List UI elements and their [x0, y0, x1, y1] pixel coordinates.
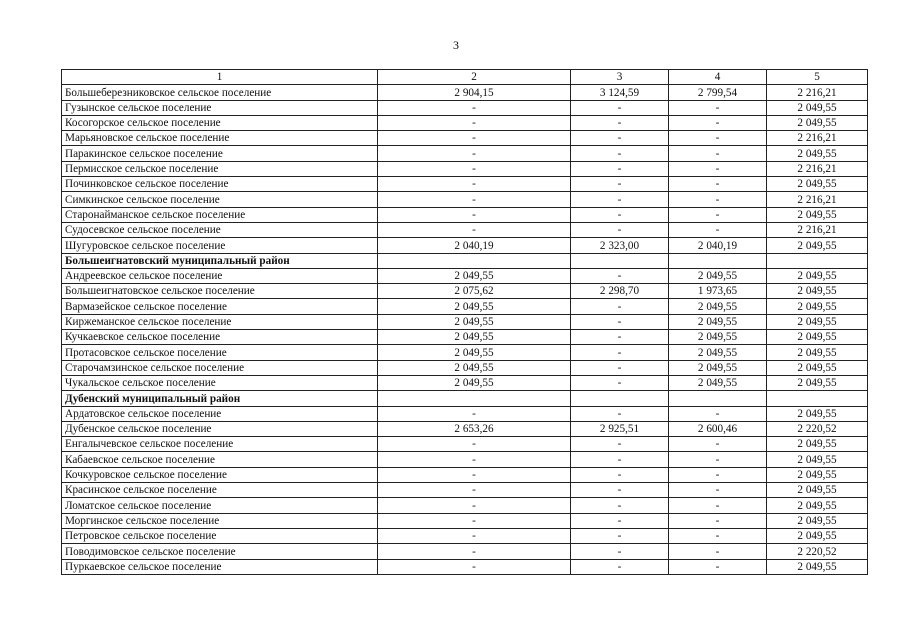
- value-cell-col2: -: [378, 483, 571, 498]
- value-cell-col5: 2 216,21: [767, 192, 868, 207]
- settlement-name-cell: Пуркаевское сельское поселение: [62, 559, 378, 574]
- value-cell-col4: 2 799,54: [669, 85, 767, 100]
- value-cell-col3: -: [571, 299, 669, 314]
- value-cell-col2: -: [378, 559, 571, 574]
- table-row: [62, 85, 868, 100]
- value-cell-col2: -: [378, 177, 571, 192]
- value-cell-col4: -: [669, 222, 767, 237]
- value-cell-col5: 2 216,21: [767, 161, 868, 176]
- value-cell-col4: -: [669, 161, 767, 176]
- column-header-1: 1: [62, 70, 378, 85]
- value-cell-col2: 2 049,55: [378, 360, 571, 375]
- value-cell-col5: 2 049,55: [767, 330, 868, 345]
- value-cell-col5: 2 049,55: [767, 268, 868, 283]
- value-cell-col4: [669, 253, 767, 268]
- value-cell-col2: [378, 253, 571, 268]
- value-cell-col4: -: [669, 498, 767, 513]
- value-cell-col2: -: [378, 528, 571, 543]
- value-cell-col3: -: [571, 345, 669, 360]
- value-cell-col2: 2 040,19: [378, 238, 571, 253]
- settlement-name-cell: Марьяновское сельское поселение: [62, 131, 378, 146]
- table-row: [62, 131, 868, 146]
- value-cell-col5: 2 049,55: [767, 115, 868, 130]
- table-row: [62, 467, 868, 482]
- value-cell-col5: 2 049,55: [767, 375, 868, 390]
- table-row: [62, 146, 868, 161]
- value-cell-col3: -: [571, 146, 669, 161]
- settlement-name-cell: Поводимовское сельское поселение: [62, 544, 378, 559]
- value-cell-col5: 2 216,21: [767, 85, 868, 100]
- column-header-2: 2: [378, 70, 571, 85]
- value-cell-col2: -: [378, 161, 571, 176]
- settlement-name-cell: Андреевское сельское поселение: [62, 268, 378, 283]
- value-cell-col3: -: [571, 115, 669, 130]
- value-cell-col5: 2 049,55: [767, 483, 868, 498]
- value-cell-col2: -: [378, 192, 571, 207]
- table-row: [62, 207, 868, 222]
- settlement-name-cell: Симкинское сельское поселение: [62, 192, 378, 207]
- table-row: [62, 421, 868, 436]
- value-cell-col4: 2 049,55: [669, 360, 767, 375]
- value-cell-col5: 2 049,55: [767, 498, 868, 513]
- value-cell-col5: 2 049,55: [767, 299, 868, 314]
- table-row: [62, 406, 868, 421]
- value-cell-col5: 2 049,55: [767, 528, 868, 543]
- value-cell-col5: 2 216,21: [767, 131, 868, 146]
- value-cell-col2: 2 049,55: [378, 345, 571, 360]
- value-cell-col5: 2 049,55: [767, 406, 868, 421]
- value-cell-col3: -: [571, 437, 669, 452]
- table-row: [62, 375, 868, 390]
- value-cell-col5: [767, 253, 868, 268]
- value-cell-col3: -: [571, 314, 669, 329]
- table-row: [62, 483, 868, 498]
- value-cell-col4: -: [669, 406, 767, 421]
- value-cell-col3: [571, 253, 669, 268]
- value-cell-col5: 2 049,55: [767, 437, 868, 452]
- settlement-name-cell: Гузынское сельское поселение: [62, 100, 378, 115]
- settlement-name-cell: Паракинское сельское поселение: [62, 146, 378, 161]
- value-cell-col5: [767, 391, 868, 406]
- value-cell-col5: 2 049,55: [767, 284, 868, 299]
- column-header-5: 5: [767, 70, 868, 85]
- value-cell-col2: -: [378, 467, 571, 482]
- value-cell-col5: 2 049,55: [767, 452, 868, 467]
- value-cell-col4: -: [669, 177, 767, 192]
- settlement-name-cell: Дубенский муниципальный район: [62, 391, 378, 406]
- value-cell-col3: -: [571, 207, 669, 222]
- table-row: [62, 192, 868, 207]
- value-cell-col5: 2 049,55: [767, 360, 868, 375]
- value-cell-col4: -: [669, 115, 767, 130]
- table-row: [62, 513, 868, 528]
- value-cell-col3: -: [571, 528, 669, 543]
- value-cell-col2: -: [378, 207, 571, 222]
- table-row: [62, 345, 868, 360]
- value-cell-col2: 2 904,15: [378, 85, 571, 100]
- value-cell-col3: 3 124,59: [571, 85, 669, 100]
- value-cell-col5: 2 049,55: [767, 177, 868, 192]
- settlement-name-cell: Киржеманское сельское поселение: [62, 314, 378, 329]
- value-cell-col4: -: [669, 192, 767, 207]
- table-row: [62, 268, 868, 283]
- value-cell-col5: 2 049,55: [767, 513, 868, 528]
- table-body: [62, 70, 868, 575]
- value-cell-col3: -: [571, 360, 669, 375]
- value-cell-col2: -: [378, 146, 571, 161]
- settlement-name-cell: Вармазейское сельское поселение: [62, 299, 378, 314]
- value-cell-col3: -: [571, 268, 669, 283]
- settlement-name-cell: Кабаевское сельское поселение: [62, 452, 378, 467]
- value-cell-col2: 2 049,55: [378, 299, 571, 314]
- value-cell-col4: 2 040,19: [669, 238, 767, 253]
- value-cell-col3: -: [571, 452, 669, 467]
- settlement-name-cell: Старонайманское сельское поселение: [62, 207, 378, 222]
- value-cell-col2: -: [378, 131, 571, 146]
- table-row: [62, 452, 868, 467]
- value-cell-col4: 2 049,55: [669, 330, 767, 345]
- value-cell-col2: -: [378, 544, 571, 559]
- table-row: [62, 238, 868, 253]
- value-cell-col4: 2 049,55: [669, 375, 767, 390]
- value-cell-col2: [378, 391, 571, 406]
- page-number: 3: [453, 38, 459, 52]
- table-row: [62, 115, 868, 130]
- value-cell-col5: 2 220,52: [767, 421, 868, 436]
- settlement-name-cell: Петровское сельское поселение: [62, 528, 378, 543]
- value-cell-col3: 2 925,51: [571, 421, 669, 436]
- settlement-name-cell: Косогорское сельское поселение: [62, 115, 378, 130]
- value-cell-col5: 2 049,55: [767, 207, 868, 222]
- value-cell-col5: 2 049,55: [767, 467, 868, 482]
- value-cell-col4: -: [669, 467, 767, 482]
- value-cell-col5: 2 049,55: [767, 100, 868, 115]
- value-cell-col5: 2 049,55: [767, 238, 868, 253]
- value-cell-col3: -: [571, 498, 669, 513]
- value-cell-col5: 2 216,21: [767, 222, 868, 237]
- data-table: [61, 69, 868, 575]
- table-header-row: [62, 70, 868, 85]
- table-row: [62, 284, 868, 299]
- settlement-name-cell: Пермисское сельское поселение: [62, 161, 378, 176]
- value-cell-col2: 2 049,55: [378, 330, 571, 345]
- value-cell-col3: -: [571, 177, 669, 192]
- value-cell-col2: 2 653,26: [378, 421, 571, 436]
- value-cell-col3: -: [571, 483, 669, 498]
- value-cell-col3: -: [571, 513, 669, 528]
- value-cell-col4: [669, 391, 767, 406]
- value-cell-col3: 2 323,00: [571, 238, 669, 253]
- settlement-name-cell: Большеигнатовское сельское поселение: [62, 284, 378, 299]
- table-row: [62, 360, 868, 375]
- value-cell-col3: 2 298,70: [571, 284, 669, 299]
- value-cell-col2: -: [378, 100, 571, 115]
- settlement-name-cell: Судосевское сельское поселение: [62, 222, 378, 237]
- value-cell-col5: 2 220,52: [767, 544, 868, 559]
- settlement-name-cell: Большеберезниковское сельское поселение: [62, 85, 378, 100]
- value-cell-col2: 2 075,62: [378, 284, 571, 299]
- settlement-name-cell: Чукальское сельское поселение: [62, 375, 378, 390]
- value-cell-col2: -: [378, 513, 571, 528]
- settlement-name-cell: Протасовское сельское поселение: [62, 345, 378, 360]
- settlement-name-cell: Моргинское сельское поселение: [62, 513, 378, 528]
- value-cell-col4: -: [669, 513, 767, 528]
- table-row: [62, 528, 868, 543]
- value-cell-col4: -: [669, 146, 767, 161]
- value-cell-col4: -: [669, 528, 767, 543]
- settlement-name-cell: Красинское сельское поселение: [62, 483, 378, 498]
- table-row: [62, 559, 868, 574]
- value-cell-col3: [571, 391, 669, 406]
- table-row: [62, 100, 868, 115]
- value-cell-col4: -: [669, 437, 767, 452]
- table-row: [62, 498, 868, 513]
- value-cell-col2: 2 049,55: [378, 375, 571, 390]
- value-cell-col4: -: [669, 131, 767, 146]
- value-cell-col5: 2 049,55: [767, 314, 868, 329]
- settlement-name-cell: Ардатовское сельское поселение: [62, 406, 378, 421]
- value-cell-col2: -: [378, 452, 571, 467]
- value-cell-col5: 2 049,55: [767, 559, 868, 574]
- value-cell-col4: -: [669, 544, 767, 559]
- value-cell-col3: -: [571, 330, 669, 345]
- settlement-name-cell: Дубенское сельское поселение: [62, 421, 378, 436]
- settlement-name-cell: Ломатское сельское поселение: [62, 498, 378, 513]
- value-cell-col5: 2 049,55: [767, 146, 868, 161]
- table-row: [62, 330, 868, 345]
- table-row: [62, 222, 868, 237]
- value-cell-col2: -: [378, 406, 571, 421]
- section-header-row: [62, 253, 868, 268]
- value-cell-col3: -: [571, 222, 669, 237]
- value-cell-col2: 2 049,55: [378, 314, 571, 329]
- table-row: [62, 177, 868, 192]
- value-cell-col4: -: [669, 483, 767, 498]
- settlement-name-cell: Старочамзинское сельское поселение: [62, 360, 378, 375]
- value-cell-col3: -: [571, 161, 669, 176]
- value-cell-col3: -: [571, 192, 669, 207]
- value-cell-col4: -: [669, 100, 767, 115]
- value-cell-col4: 2 049,55: [669, 345, 767, 360]
- value-cell-col2: -: [378, 115, 571, 130]
- table-row: [62, 437, 868, 452]
- table-row: [62, 299, 868, 314]
- value-cell-col2: -: [378, 498, 571, 513]
- value-cell-col3: -: [571, 544, 669, 559]
- settlement-name-cell: Кучкаевское сельское поселение: [62, 330, 378, 345]
- value-cell-col3: -: [571, 559, 669, 574]
- table-row: [62, 544, 868, 559]
- value-cell-col3: -: [571, 467, 669, 482]
- settlement-name-cell: Шугуровское сельское поселение: [62, 238, 378, 253]
- value-cell-col5: 2 049,55: [767, 345, 868, 360]
- value-cell-col3: -: [571, 131, 669, 146]
- table-row: [62, 314, 868, 329]
- value-cell-col4: 2 600,46: [669, 421, 767, 436]
- value-cell-col4: 2 049,55: [669, 268, 767, 283]
- table-row: [62, 161, 868, 176]
- value-cell-col4: -: [669, 452, 767, 467]
- value-cell-col3: -: [571, 406, 669, 421]
- value-cell-col3: -: [571, 100, 669, 115]
- value-cell-col2: -: [378, 222, 571, 237]
- settlement-name-cell: Починковское сельское поселение: [62, 177, 378, 192]
- column-header-3: 3: [571, 70, 669, 85]
- section-header-row: [62, 391, 868, 406]
- value-cell-col2: -: [378, 437, 571, 452]
- value-cell-col2: 2 049,55: [378, 268, 571, 283]
- value-cell-col4: 2 049,55: [669, 314, 767, 329]
- value-cell-col4: 2 049,55: [669, 299, 767, 314]
- value-cell-col4: 1 973,65: [669, 284, 767, 299]
- settlement-name-cell: Большеигнатовский муниципальный район: [62, 253, 378, 268]
- settlement-name-cell: Енгалычевское сельское поселение: [62, 437, 378, 452]
- value-cell-col3: -: [571, 375, 669, 390]
- value-cell-col4: -: [669, 559, 767, 574]
- value-cell-col4: -: [669, 207, 767, 222]
- settlement-name-cell: Кочкуровское сельское поселение: [62, 467, 378, 482]
- column-header-4: 4: [669, 70, 767, 85]
